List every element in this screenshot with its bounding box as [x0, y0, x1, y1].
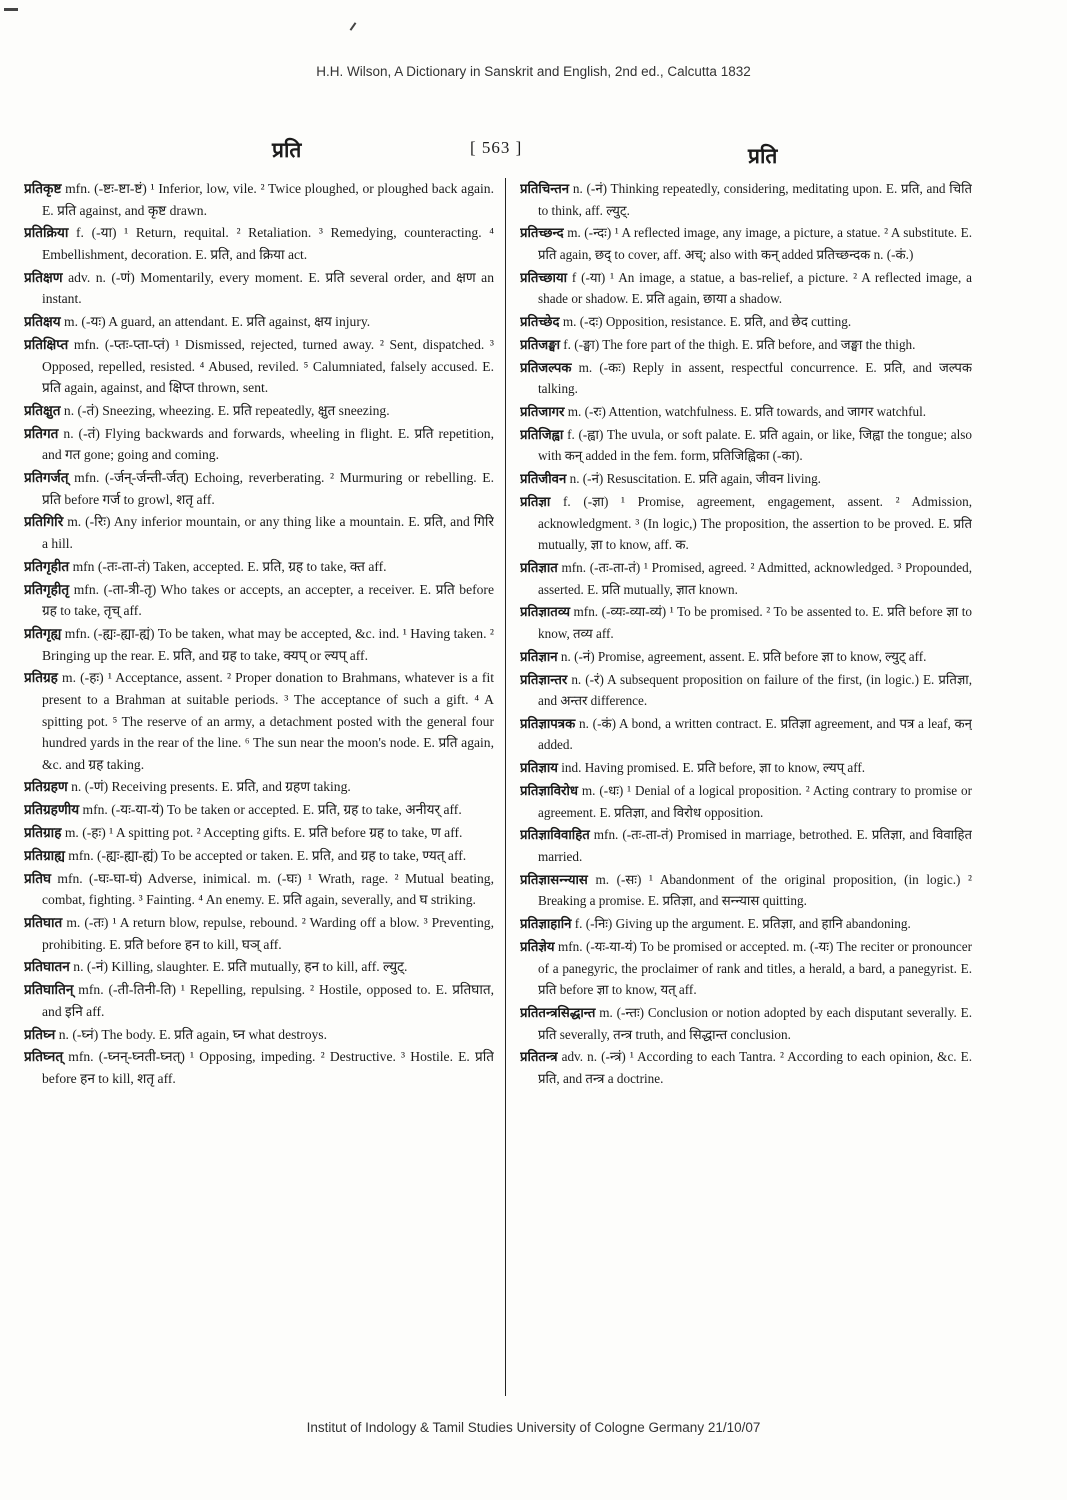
entry-headword: प्रतिज्ञान — [520, 648, 558, 664]
entry-definition: m. (-तः) ¹ A return blow, repulse, rebound. ² Warding off a blow. ³ Preventing, prohibiting. E. प्रति before हन to kill, घञ् aff. — [42, 914, 494, 952]
entry-headword: प्रतिग्राह्य — [24, 847, 65, 863]
entry-headword: प्रतिच्छन्द — [520, 225, 564, 241]
entry-headword: प्रतिगिरि — [24, 514, 64, 530]
entry-headword: प्रतिज्ञाहानि — [520, 916, 572, 932]
dictionary-entry — [520, 1046, 972, 1089]
dictionary-entry — [24, 912, 494, 955]
entry-definition: f. (-या) ¹ Return, requital. ² Retaliation. ³ Remedying, counteracting. ⁴ Embellishment, decoration. E. प्रति, and क्रिया act. — [42, 225, 494, 262]
entry-headword: प्रतिग्रहणीय — [24, 802, 80, 818]
entry-definition: mfn (-तः-ता-तं) Taken, accepted. E. प्रति, ग्रह to take, क्त aff. — [72, 558, 387, 574]
entry-headword: प्रतिघ — [24, 870, 52, 886]
entry-headword: प्रतिग्रह — [24, 670, 58, 686]
dictionary-entry — [24, 222, 494, 265]
running-head-right: प्रति — [748, 143, 778, 168]
entry-definition: mfn. (-ष्टः-ष्टा-ष्टं) ¹ Inferior, low, vile. ² Twice ploughed, or ploughed back again. E. प्रति against, and कृष्ट drawn. — [42, 181, 494, 218]
right-column — [520, 178, 972, 1400]
entry-headword: प्रतिगर्जत् — [24, 470, 69, 486]
entry-definition: n. (-घ्नं) The body. E. प्रति again, घ्न what destroys. — [58, 1026, 327, 1042]
entry-headword: प्रतिचिन्तन — [520, 181, 570, 196]
dictionary-entry — [520, 780, 972, 823]
dictionary-entry — [520, 913, 972, 935]
dictionary-entry — [520, 601, 972, 644]
entry-headword: प्रतिघातन — [24, 959, 70, 975]
entry-headword: प्रतिघ्न — [24, 1026, 56, 1042]
entry-definition: m. (-सः) ¹ Abandonment of the original proposition, (in logic.) ² Breaking a promise. E. प्रतिज्ञा, and सन्न्यास quitting. — [538, 871, 972, 909]
entry-definition: n. (-णं) Receiving presents. E. प्रति, and ग्रहण taking. — [71, 779, 351, 795]
dictionary-entry — [24, 400, 494, 422]
entry-definition: m. (-न्दः) ¹ A reflected image, any image, a picture, a statue. ² A substitute. E. प्रति again, छद् to cover, aff. अच्; also with कन् added प्रतिच्छन्दक n. (-कं.) — [538, 225, 972, 262]
dictionary-entry — [520, 824, 972, 867]
entry-headword: प्रतिजङ्घा — [520, 336, 560, 352]
dictionary-entry — [24, 979, 494, 1022]
entry-definition: m. (-धः) ¹ Denial of a logical proposition. ² Acting contrary to promise or agreement. E. प्रतिज्ञा, and विरोध opposition. — [538, 783, 972, 820]
dictionary-entry — [520, 178, 972, 221]
dictionary-entry — [520, 222, 972, 265]
dictionary-entry — [24, 423, 494, 466]
dictionary-entry — [520, 401, 972, 423]
entry-headword: प्रतिच्छाया — [520, 269, 568, 285]
entry-definition: m. (-रिः) Any inferior mountain, or any thing like a mountain. E. प्रति, and गिरि a hill. — [42, 514, 494, 551]
running-head-left: प्रति — [272, 137, 302, 162]
entry-definition: n. (-नं) Resuscitation. E. प्रति again, जीवन living. — [569, 471, 821, 487]
dictionary-entry — [24, 822, 494, 844]
entry-definition: mfn. (-तः-ता-तं) ¹ Promised, agreed. ² Admitted, acknowledged. ³ Propounded, asserted. E. प्रति mutually, ज्ञात known. — [538, 559, 972, 597]
dictionary-entry — [520, 468, 972, 490]
entry-headword: प्रतिग्रहण — [24, 779, 68, 795]
entry-definition: m. (-कः) Reply in assent, respectful concurrence. E. प्रति, and जल्पक talking. — [538, 359, 972, 397]
entry-headword: प्रतिज्ञाविरोध — [520, 783, 578, 799]
entry-definition: mfn. (-घः-घा-घं) Adverse, inimical. m. (-घः) ¹ Wrath, rage. ² Mutual beating, combat, fighting. ³ Fainting. ⁴ An enemy. E. प्रति again, severally, and घ striking. — [42, 870, 494, 908]
dictionary-entry — [24, 799, 494, 821]
dictionary-entry — [24, 667, 494, 775]
scan-mark-topleft — [4, 8, 18, 11]
entry-definition: m. (-दः) Opposition, resistance. E. प्रति, and छेद cutting. — [562, 314, 852, 330]
entry-definition: mfn. (-ता-त्री-तृ) Who takes or accepts, an accepter, a receiver. E. प्रति before ग्रह to take, तृच् aff. — [42, 581, 494, 619]
column-divider — [505, 178, 506, 1396]
entry-headword: प्रतिजागर — [520, 404, 565, 420]
entry-headword: प्रतिक्रिया — [24, 225, 69, 241]
dictionary-entry — [520, 267, 972, 310]
entry-headword: प्रतिज्ञापत्रक — [520, 715, 576, 731]
dictionary-entry — [520, 646, 972, 668]
dictionary-entry — [24, 1024, 494, 1046]
left-column — [24, 178, 494, 1400]
entry-headword: प्रतिघात — [24, 914, 63, 930]
entry-definition: mfn. (-यः-या-यं) To be taken or accepted. E. प्रति, ग्रह to take, अनीयर् aff. — [82, 802, 462, 818]
entry-headword: प्रतिघ्नत् — [24, 1049, 64, 1065]
entry-definition: n. (-नं) Killing, slaughter. E. प्रति mutually, हन to kill, aff. ल्युट्. — [73, 959, 408, 975]
dictionary-entry — [24, 868, 494, 911]
entry-headword: प्रतिज्ञासन्न्यास — [520, 871, 588, 887]
entry-headword: प्रतिगृह्य — [24, 625, 62, 641]
entry-headword: प्रतिजीवन — [520, 471, 567, 487]
entry-definition: m. (-रः) Attention, watchfulness. E. प्रति towards, and जागर watchful. — [567, 404, 927, 420]
entry-definition: m. (-न्तः) Conclusion or notion adopted by each disputant severally. E. प्रति severally, तन्त्र truth, and सिद्धान्त conclusion. — [538, 1004, 972, 1042]
entry-definition: mfn. (-घ्नन्-घ्नती-घ्नत्) ¹ Opposing, impeding. ² Destructive. ³ Hostile. E. प्रति before हन to kill, शतृ aff. — [42, 1049, 494, 1086]
entry-definition: n. (-नं) Promise, agreement, assent. E. प्रति before ज्ञा to know, ल्युट् aff. — [560, 648, 927, 664]
scan-mark-top — [350, 22, 357, 31]
entry-definition: f. (-निः) Giving up the argument. E. प्रतिज्ञा, and हानि abandoning. — [574, 916, 911, 932]
dictionary-entry — [520, 936, 972, 1001]
dictionary-entry — [520, 311, 972, 333]
entry-headword: प्रतिक्षिप्त — [24, 336, 69, 352]
entry-definition: mfn. (-व्यः-व्या-व्यं) ¹ To be promised. ² To be assented to. E. प्रति before ज्ञा to know, तव्य aff. — [538, 604, 972, 641]
dictionary-entry — [24, 623, 494, 666]
entry-headword: प्रतिक्षय — [24, 314, 61, 330]
dictionary-entry — [520, 357, 972, 400]
entry-headword: प्रतिज्ञेय — [520, 938, 555, 954]
entry-headword: प्रतितन्त्रसिद्धान्त — [520, 1004, 596, 1020]
entry-definition: mfn. (-र्जन्-र्जन्ती-र्जत्) Echoing, reverberating. ² Murmuring or rebelling. E. प्रति before गर्ज to growl, शतृ aff. — [42, 470, 494, 507]
entry-definition: mfn. (-तः-ता-तं) Promised in marriage, betrothed. E. प्रतिज्ञा, and विवाहित married. — [538, 827, 972, 864]
entry-headword: प्रतिज्ञाविवाहित — [520, 827, 590, 843]
entry-definition: n. (-तं) Flying backwards and forwards, wheeling in flight. E. प्रति repetition, and गत gone; going and coming. — [42, 425, 494, 463]
entry-definition: mfn. (-ह्यः-ह्या-ह्यं) To be accepted or taken. E. प्रति, and ग्रह to take, ण्यत् aff. — [68, 847, 467, 863]
entry-definition: n. (-कं) A bond, a written contract. E. प्रतिज्ञा agreement, and पत्र a leaf, कन् added. — [538, 715, 972, 753]
dictionary-entry — [520, 491, 972, 556]
entry-headword: प्रतितन्त्र — [520, 1049, 558, 1065]
page-number: [ 563 ] — [470, 138, 523, 157]
entry-definition: adv. n. (-न्त्रं) ¹ According to each Tantra. ² According to each opinion, &c. E. प्रति, and तन्त्र a doctrine. — [538, 1049, 972, 1086]
dictionary-entry — [24, 178, 494, 221]
entry-definition: m. (-हः) ¹ Acceptance, assent. ² Proper donation to Brahmans, whatever is a fit present to a Brahman at suitable periods. ³ The acceptance of such a gift. ⁴ A spitting pot. ⁵ The reserve of an army, a detachment posted with the general four hundred yards in the rear of the line. ⁶ The sun near the moon's node. E. प्रति again, &c. and ग्रह taking. — [42, 670, 494, 772]
dictionary-entry — [520, 557, 972, 600]
entry-headword: प्रतिक्षुत — [24, 402, 61, 418]
entry-headword: प्रतिघातिन् — [24, 982, 74, 998]
entry-headword: प्रतिज्ञातव्य — [520, 604, 570, 620]
entry-headword: प्रतिज्ञान्तर — [520, 671, 568, 687]
entry-headword: प्रतिक्षण — [24, 269, 63, 285]
entry-headword: प्रतिगृहीतृ — [24, 581, 70, 597]
dictionary-entry — [520, 334, 972, 356]
entry-definition: mfn. (-ह्यः-ह्या-ह्यं) To be taken, what may be accepted, &c. ind. ¹ Having taken. ² Bringing up the rear. E. प्रति, and ग्रह to take, क्यप् or ल्यप् aff. — [42, 625, 494, 663]
entry-definition: mfn. (-ती-तिनी-ति) ¹ Repelling, repulsing. ² Hostile, opposed to. E. प्रतिघात, and इनि aff. — [42, 982, 494, 1019]
entry-headword: प्रतिकृष्ट — [24, 181, 62, 196]
dictionary-entry — [24, 467, 494, 510]
dictionary-entry — [24, 511, 494, 554]
dictionary-entry — [520, 1002, 972, 1045]
dictionary-entry — [24, 311, 494, 333]
entry-definition: f. (-ज्ञा) ¹ Promise, agreement, engagement, assent. ² Admission, acknowledgment. ³ (In logic,) The proposition, the assertion to be proved. E. प्रति mutually, ज्ञा to know, aff. क. — [538, 494, 972, 553]
institution-footer: Institut of Indology & Tamil Studies University of Cologne Germany 21/10/07 — [306, 1420, 761, 1435]
dictionary-entry — [24, 267, 494, 310]
dictionary-entry — [24, 776, 494, 798]
dictionary-entry — [520, 869, 972, 912]
digitization-caption: H.H. Wilson, A Dictionary in Sanskrit and English, 2nd ed., Calcutta 1832 — [316, 64, 751, 79]
entry-headword: प्रतिजल्पक — [520, 359, 572, 375]
entry-definition: mfn. (-यः-या-यं) To be promised or accepted. m. (-यः) The reciter or pronouncer of a panegyric, the proclaimer of rank and titles, a herald, a bard, a panegyrist. E. प्रति before ज्ञा to know, यत् aff. — [538, 938, 972, 998]
entry-definition: adv. n. (-णं) Momentarily, every moment. E. प्रति several order, and क्षण an instant. — [42, 269, 494, 307]
entry-headword: प्रतिज्ञाय — [520, 760, 558, 776]
entry-definition: mfn. (-प्तः-प्ता-प्तं) ¹ Dismissed, rejected, turned away. ² Sent, dispatched. ³ Opposed, repelled, resisted. ⁴ Abused, reviled. ⁵ Calumniated, falsely accused. E. प्रति again, against, and क्षिप्त thrown, sent. — [42, 336, 494, 396]
dictionary-entry — [520, 713, 972, 756]
dictionary-entry — [24, 1046, 494, 1089]
dictionary-entry — [24, 556, 494, 578]
entry-definition: f (-या) ¹ An image, a statue, a bas-relief, a picture. ² A reflected image, a shade or shadow. E. प्रति again, छाया a shadow. — [538, 269, 972, 307]
dictionary-entry — [24, 579, 494, 622]
entry-definition: f. (-ङ्घा) The fore part of the thigh. E. प्रति before, and जङ्घा the thigh. — [563, 336, 916, 352]
dictionary-entry — [520, 669, 972, 712]
entry-headword: प्रतिज्ञात — [520, 559, 558, 575]
entry-definition: ind. Having promised. E. प्रति before, ज्ञा to know, ल्यप् aff. — [561, 760, 866, 776]
dictionary-entry — [24, 334, 494, 399]
entry-headword: प्रतिज्ञा — [520, 494, 551, 509]
entry-headword: प्रतिगत — [24, 425, 59, 441]
entry-definition: n. (-रं) A subsequent proposition on failure of the first, (in logic.) E. प्रतिज्ञा, and अन्तर difference. — [538, 671, 972, 709]
dictionary-entry — [24, 845, 494, 867]
entry-definition: m. (-यः) A guard, an attendant. E. प्रति against, क्षय injury. — [64, 314, 371, 330]
dictionary-entry — [24, 956, 494, 978]
dictionary-entry — [520, 757, 972, 779]
dictionary-entry — [520, 424, 972, 467]
entry-headword: प्रतिच्छेद — [520, 314, 560, 330]
entry-definition: f. (-ह्वा) The uvula, or soft palate. E. प्रति again, or like, जिह्वा the tongue; also with कन् added in the fem. form, प्रतिजिह्विका (-का). — [538, 426, 972, 464]
entry-definition: m. (-हः) ¹ A spitting pot. ² Accepting gifts. E. प्रति before ग्रह to take, ण aff. — [64, 825, 463, 841]
entry-definition: n. (-नं) Thinking repeatedly, considering, meditating upon. E. प्रति, and चिति to think, aff. ल्युट्. — [538, 181, 972, 218]
entry-definition: n. (-तं) Sneezing, wheezing. E. प्रति repeatedly, क्षुत sneezing. — [63, 402, 390, 418]
entry-headword: प्रतिगृहीत — [24, 558, 70, 574]
entry-headword: प्रतिजिह्वा — [520, 426, 564, 442]
entry-headword: प्रतिग्राह — [24, 825, 62, 841]
